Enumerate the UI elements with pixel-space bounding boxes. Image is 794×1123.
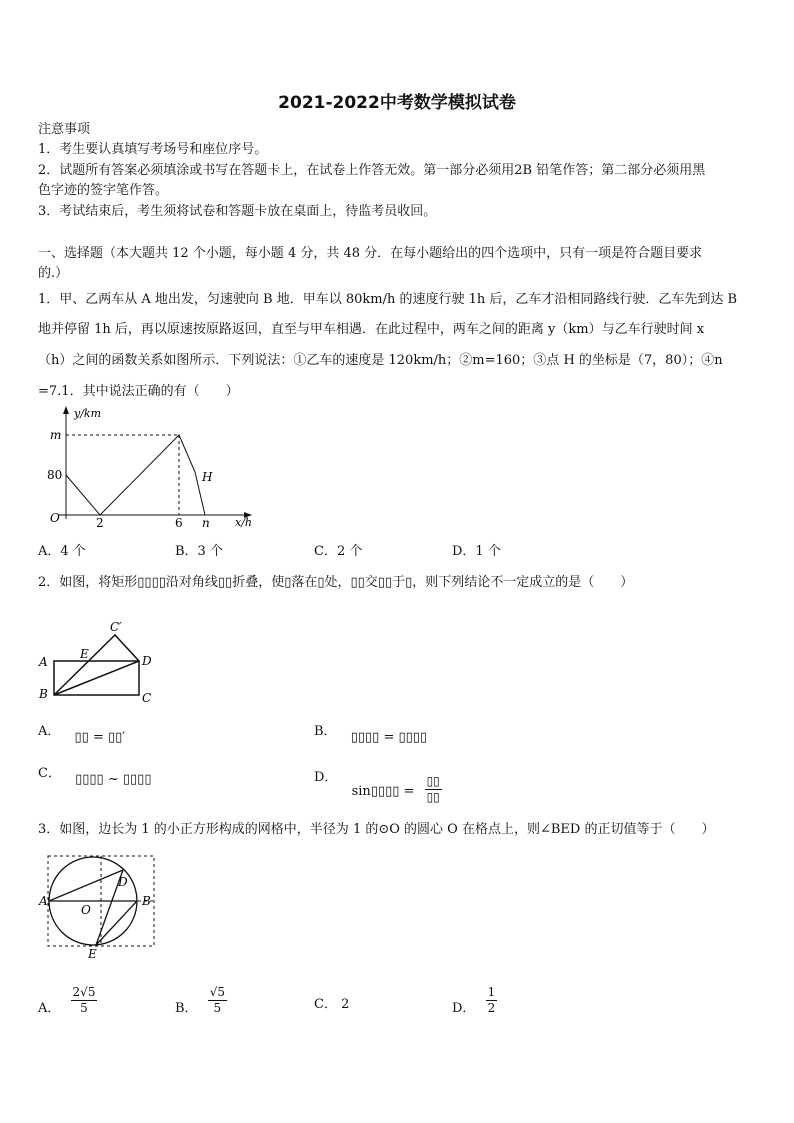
q2-option-a — [38, 720, 126, 745]
q3-option-d-fraction — [486, 985, 498, 1016]
y-axis-arrow — [63, 406, 69, 414]
notice-item-1: 1．考生要认真填写考场号和座位序号。 — [38, 142, 268, 157]
section-heading-cont: 的.） — [38, 266, 69, 281]
fraction-denominator: 2 — [487, 1001, 496, 1015]
q2-option-c — [38, 762, 152, 787]
chord-ad — [49, 870, 123, 901]
q2-option-b-expr: ▯▯▯▯ = ▯▯▯▯ — [350, 730, 428, 745]
notice-item-2: 2．试题所有答案必须填涂或书写在答题卡上，在试卷上作答无效。第一部分必须用2B 铅笔作答；第二部分必须用黑 — [38, 163, 706, 178]
label-a: A — [39, 655, 48, 669]
tick-6: 6 — [175, 516, 183, 530]
q3-option-c-letter: C． — [314, 997, 337, 1012]
q1-line-2: 地并停留 1h 后，再以原速按原路返回，直至与甲车相遇．在此过程中，两车之间的距离 y（km）与乙车行驶时间 x — [38, 322, 705, 337]
fraction-denominator: 5 — [80, 1001, 88, 1015]
fraction-denominator: ▯▯ — [426, 790, 440, 804]
q2-option-c-letter: C． — [38, 766, 61, 781]
q1-option-d: D．1 个 — [452, 544, 501, 559]
q2-option-d — [314, 762, 442, 804]
label-d: D — [142, 654, 152, 668]
fraction-numerator: 1 — [487, 985, 496, 999]
q1-option-b: B．3 个 — [175, 544, 223, 559]
tick-m: m — [50, 428, 62, 442]
q3-option-c — [314, 993, 349, 1012]
q1-line-4: =7.1．其中说法正确的有（ ） — [38, 384, 239, 399]
q3-option-d — [452, 985, 497, 1016]
label-o: O — [81, 903, 91, 917]
q3-option-b — [175, 985, 227, 1016]
x-axis-label: x/h — [235, 516, 252, 529]
notice-heading: 注意事项 — [38, 122, 91, 137]
fraction-denominator: 5 — [213, 1001, 222, 1015]
tick-n: n — [202, 516, 210, 530]
label-c-prime: C′ — [110, 620, 122, 634]
q1-option-c: C．2 个 — [314, 544, 363, 559]
q1-line-1: 1．甲、乙两车从 A 地出发，匀速驶向 B 地．甲车以 80km/h 的速度行驶 1h 后，乙车才沿相同路线行驶．乙车先到达 B — [38, 292, 738, 307]
q2-stem: 2．如图，将矩形▯▯▯▯沿对角线▯▯折叠，使▯落在▯处，▯▯交▯▯于▯，则下列结论不一定成立的是（ ） — [38, 575, 634, 590]
q3-option-a-fraction — [71, 985, 98, 1016]
y-axis-label: y/km — [74, 407, 102, 420]
q3-option-b-fraction — [208, 985, 227, 1016]
diagonal-bd — [54, 661, 139, 695]
q3-option-a — [38, 985, 97, 1016]
section-heading: 一、选择题（本大题共 12 个小题，每小题 4 分，共 48 分．在每小题给出的四个选项中，只有一项是符合题目要求 — [38, 246, 703, 261]
q3-stem: 3．如图，边长为 1 的小正方形构成的网格中，半径为 1 的⊙O 的圆心 O 在格点上，则∠BED 的正切值等于（ ） — [38, 822, 715, 837]
q1-line-3: （h）之间的函数关系如图所示．下列说法：①乙车的速度是 120km/h；②m=160；③点 H 的坐标是（7，80）；④n — [38, 353, 723, 368]
q3-figure-circle-grid — [38, 852, 158, 962]
distance-curve — [66, 435, 205, 515]
q3-option-d-letter: D． — [452, 1001, 476, 1016]
q2-option-d-prefix: sin▯▯▯▯ = — [351, 784, 415, 799]
q2-option-d-fraction — [425, 774, 442, 805]
folded-edge — [54, 635, 139, 695]
q3-option-b-letter: B． — [175, 1001, 198, 1016]
label-b: B — [142, 894, 151, 908]
tick-80: 80 — [47, 468, 63, 482]
q3-option-a-letter: A． — [38, 1001, 61, 1016]
point-h-label: H — [202, 470, 213, 484]
q2-figure-folded-rectangle — [36, 618, 166, 706]
page-title: 2021-2022中考数学模拟试卷 — [278, 93, 516, 113]
label-e: E — [80, 647, 89, 661]
q1-function-graph — [38, 405, 258, 535]
label-a: A — [39, 894, 48, 908]
fraction-numerator: ▯▯ — [426, 774, 440, 788]
tick-2: 2 — [96, 516, 104, 530]
origin-label: O — [50, 511, 60, 525]
q2-option-c-expr: ▯▯▯▯ ~ ▯▯▯▯ — [75, 772, 152, 787]
notice-item-3: 3．考试结束后，考生须将试卷和答题卡放在桌面上，待监考员收回。 — [38, 204, 437, 219]
q2-option-b-letter: B． — [314, 724, 337, 739]
q2-option-a-letter: A． — [38, 724, 61, 739]
q1-option-a: A．4 个 — [38, 544, 86, 559]
q2-option-b — [314, 720, 428, 745]
notice-item-2-cont: 色字迹的签字笔作答。 — [38, 183, 169, 198]
label-e: E — [88, 947, 97, 961]
fraction-numerator: 2√5 — [72, 985, 96, 999]
q3-option-c-value: 2 — [341, 997, 350, 1012]
q2-option-d-letter: D． — [314, 770, 338, 785]
q2-option-a-expr: ▯▯ = ▯▯′ — [74, 730, 126, 745]
label-d: D — [118, 875, 128, 889]
label-b: B — [39, 687, 48, 701]
fraction-numerator: √5 — [209, 985, 225, 999]
label-c: C — [142, 691, 152, 705]
